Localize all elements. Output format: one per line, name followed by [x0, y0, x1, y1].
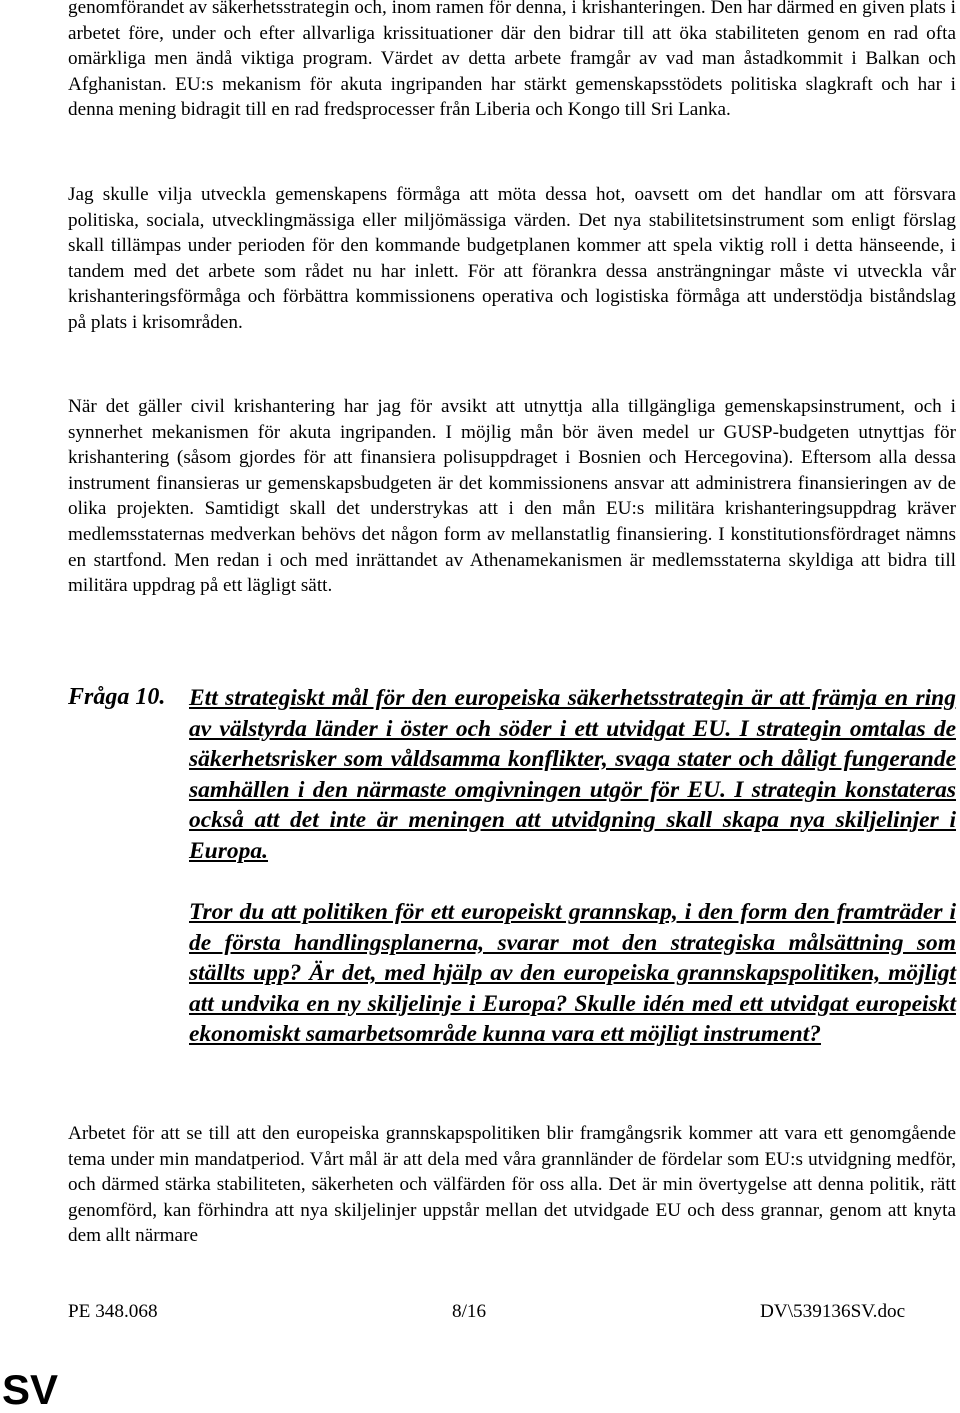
- language-code: SV: [2, 1366, 59, 1413]
- question-text-part-1: Ett strategiskt mål för den europeiska säkerhetsstrategin är att främja en ring av välstyrda länder i öster och söder i ett utvidgat EU. I strategin omtalas de säkerhetsrisker som våldsamma konflikter, svaga stater och dåligt fungerande samhällen i den närmaste omgivningen utgör för EU. I strategin konstateras också att det inte är meningen att utvidgning skall skapa nya skiljelinjer i Europa.: [189, 685, 956, 864]
- body-paragraph-1: genomförandet av säkerhetsstrategin och, inom ramen för denna, i krishanteringen. Den har därmed en given plats i arbetet före, under och efter allvarliga krissituationer där den bidrar till att öka stabiliteten genom en rad ofta omärkliga men ändå viktiga program. Värdet av detta arbete framgår av vad man åstadkommit i Balkan och Afghanistan. EU:s mekanism för akuta ingripanden har stärkt gemenskapsstödets politiska slagkraft och har i denna mening bidragit till en rad fredsprocesser från Liberia och Kongo till Sri Lanka.: [68, 0, 956, 121]
- question-label: Fråga 10.: [68, 684, 166, 710]
- question-text-part-2: Tror du att politiken för ett europeiskt grannskap, i den form den framträder i de första handlingsplanerna, svarar mot den strategiska målsättning som ställts upp? Är det, med hjälp av den europeiska grannskapspolitiken, möjligt att undvika en ny skiljelinje i Europa? Skulle idén med ett utvidgat europeiskt ekonomiskt samarbetsområde kunna vara ett möjligt instrument?: [189, 899, 956, 1048]
- footer-document-id: DV\539136SV.doc: [760, 1301, 906, 1322]
- body-paragraph-4: Arbetet för att se till att den europeiska grannskapspolitiken blir framgångsrik kommer att vara ett genomgående tema under min mandatperiod. Vårt mål är att dela med våra grannländer de fördelar som EU:s utvidgning medför, och därmed stärka stabiliteten, säkerheten och välfärden för oss alla. Det är min övertygelse att denna politik, rätt genomförd, kan förhindra att nya skiljelinjer uppstår mellan det utvidgade EU och dess grannar, genom att knyta dem allt närmare: [68, 1123, 956, 1247]
- footer-reference: PE 348.068: [68, 1301, 158, 1322]
- footer-page-number: 8/16: [452, 1301, 487, 1322]
- body-paragraph-3: När det gäller civil krishantering har jag för avsikt att utnyttja alla tillgängliga gemenskapsinstrument, och i synnerhet mekanismen för akuta ingripanden. I möjlig mån bör även medel ur GUSP-budgeten utnyttjas för krishantering (såsom gjordes för att finansiera polisuppdraget i Bosnien och Hercegovina). Eftersom alla dessa instrument finansieras ur gemenskapsbudgeten är det kommissionens ansvar att administrera finansieringen av de olika projekten. Samtidigt skall det understrykas att i den mån EU:s militära krishanteringsuppdrag kräver medlemsstaternas medverkan behövs det någon form av mellanstatlig finansiering. I konstitutionsfördraget nämns en startfond. Men redan i och med inrättandet av Athenamekanismen är medlemsstaterna skyldiga att bidra till militära uppdrag på ett lägligt sätt.: [68, 396, 956, 597]
- body-paragraph-2: Jag skulle vilja utveckla gemenskapens förmåga att möta dessa hot, oavsett om det handlar om att försvara politiska, sociala, utvecklingmässiga eller miljömässiga värden. Det nya stabilitetsinstrument som enligt förslag skall tillämpas under perioden för den kommande budgetplanen kommer att spela viktig roll i detta hänseende, i tandem med det arbete som rådet nu har inlett. För att förankra dessa ansträngningar måste vi utveckla vår krishanteringsförmåga och förbättra kommissionens operativa och logistiska förmåga att understödja biståndslag på plats i krisområden.: [68, 184, 956, 333]
